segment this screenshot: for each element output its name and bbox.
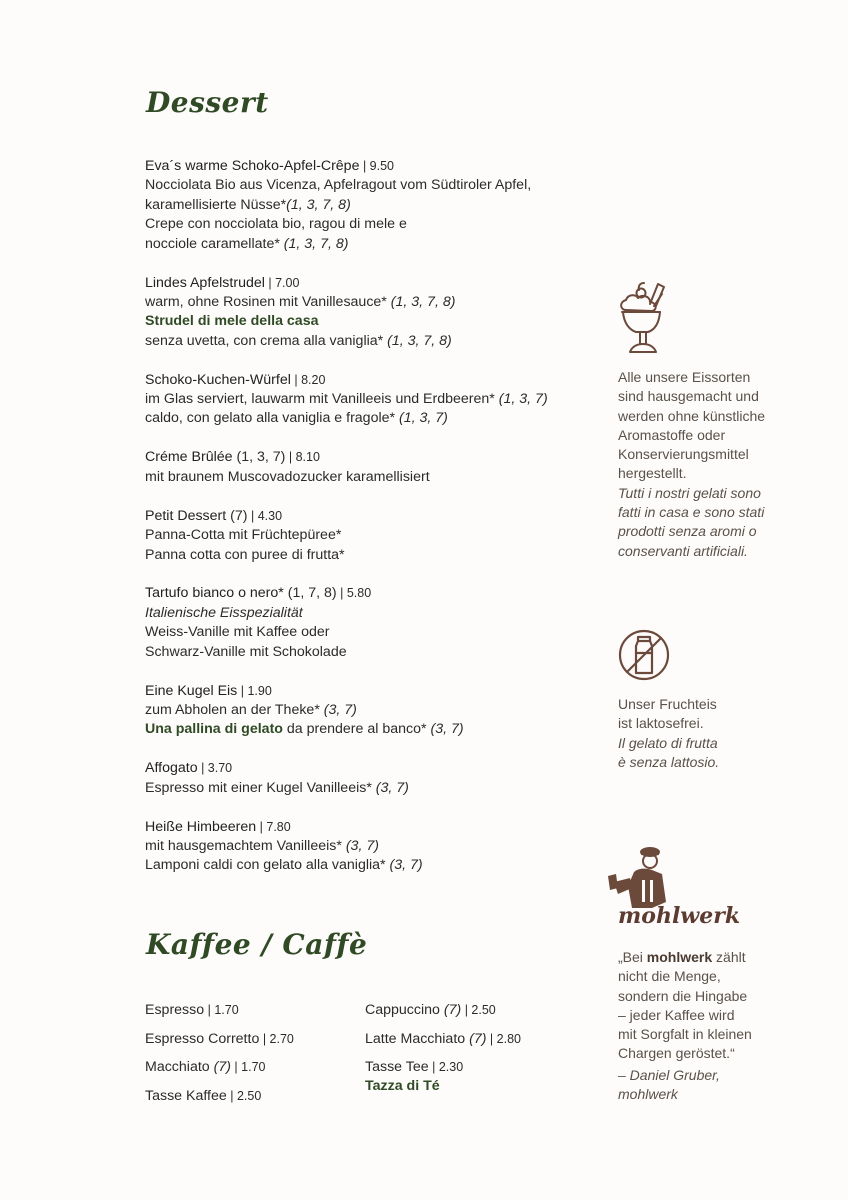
item-allergens: (1, 7, 8) [283, 585, 337, 602]
item-desc: im Glas serviert, lauwarm mit Vanilleeis und Erdbeeren* (1, 3, 7) [145, 391, 548, 408]
item-name: Eva´s warme Schoko-Apfel-Crêpe [145, 158, 360, 174]
item-price: | 8.20 [290, 372, 326, 387]
dessert-item [145, 274, 585, 352]
ice-cream-sundae-icon [614, 280, 670, 356]
item-name: Tartufo bianco o nero* [145, 585, 284, 602]
item-price: | 4.30 [247, 508, 283, 523]
item-desc: Lamponi caldi con gelato alla vaniglia* (3, 7) [145, 857, 423, 874]
dessert-item [145, 682, 585, 740]
coffee-item: Espresso Corretto | 2.70 [145, 1031, 294, 1047]
item-desc: karamellisierte Nüsse*(1, 3, 7, 8) [145, 196, 351, 213]
item-allergens: (7) [226, 507, 248, 524]
coffee-item: Tasse Kaffee | 2.50 [145, 1088, 262, 1104]
item-italian-name: Strudel di mele della casa [145, 313, 319, 330]
item-name-tail: t [222, 507, 227, 524]
item-desc: mit hausgemachtem Vanilleeis* (3, 7) [145, 837, 379, 854]
item-allergens: (1, 3, 7) [232, 449, 286, 466]
item-name: Petit Desser [145, 507, 223, 524]
coffee-item: Latte Macchiato (7) | 2.80 [365, 1031, 521, 1047]
item-desc: warm, ohne Rosinen mit Vanillesauce* (1, 3, 7, 8) [145, 293, 456, 310]
dessert-item [145, 371, 585, 429]
item-name: Lindes Apfelstrudel [145, 274, 265, 291]
item-price: | 7.00 [264, 275, 300, 290]
coffee-item: Espresso | 1.70 [145, 1002, 239, 1018]
coffee-item-italian: Tazza di Té [365, 1078, 440, 1094]
item-desc: senza uvetta, con crema alla vaniglia* (1, 3, 7, 8) [145, 332, 452, 349]
item-price: | 7.80 [256, 819, 291, 834]
dessert-item [145, 584, 585, 662]
mohlwerk-quote: „Bei mohlwerk zählt nicht die Menge, sondern die Hingabe – jeder Kaffee wird mit Sorgfalt in kleinen Chargen geröstet.“ – Daniel Gruber, mohlwerk [618, 949, 752, 1103]
item-name: Créme Brûlée [145, 449, 233, 466]
dessert-item [145, 157, 585, 254]
item-desc: Nocciolata Bio aus Vicenza, Apfelragout vom Südtiroler Apfel, [145, 177, 532, 194]
item-desc: mit braunem Muscovadozucker karamellisiert [145, 468, 430, 485]
item-desc: Weiss-Vanille mit Kaffee oder [145, 624, 330, 641]
no-milk-icon [617, 628, 671, 682]
item-desc: nocciole caramellate* (1, 3, 7, 8) [145, 235, 349, 252]
mohlwerk-wordmark: mohlwerk [618, 903, 741, 929]
coffee-item: Macchiato (7) | 1.70 [145, 1059, 266, 1075]
coffee-item: Cappuccino (7) | 2.50 [365, 1002, 496, 1018]
dessert-item [145, 759, 585, 798]
dessert-title: Dessert [146, 86, 269, 119]
item-desc: Una pallina di gelato da prendere al banco* (3, 7) [145, 721, 464, 738]
item-price: | 1.90 [237, 683, 272, 698]
item-desc: zum Abholen an der Theke* (3, 7) [145, 701, 357, 718]
item-price: | 3.70 [197, 761, 233, 776]
item-desc: Panna cotta con puree di frutta* [145, 546, 345, 563]
dessert-list [145, 157, 585, 895]
item-price: | 5.80 [336, 586, 372, 601]
coffee-item: Tasse Tee | 2.30 [365, 1059, 464, 1075]
item-name: Heiße Himbeeren [145, 818, 257, 835]
item-desc: caldo, con gelato alla vaniglia e fragole* (1, 3, 7) [145, 410, 448, 427]
eis-note: Alle unsere Eissorten sind hausgemacht und werden ohne künstliche Aromastoffe oder Konservierungsmittel hergestellt. Tutti i nostri gelati sono fatti in casa e sono stati prodotti senza aromi o conservanti artificiali. [618, 369, 766, 559]
item-name: Eine Kugel Eis [145, 682, 238, 699]
item-price: | 9.50 [359, 159, 394, 173]
item-desc: Crepe con nocciolata bio, ragou di mele e [145, 216, 407, 233]
dessert-item [145, 507, 585, 565]
fruchteis-note: Unser Fruchteis ist laktosefrei. Il gelato di frutta è senza lattosio. [618, 696, 720, 770]
item-price: | 8.10 [285, 450, 320, 465]
item-name: Affogato [145, 760, 198, 777]
item-name: Schoko-Kuchen-Würfel [145, 371, 291, 388]
dessert-item [145, 818, 585, 876]
item-desc: Panna-Cotta mit Früchtepüree* [145, 527, 342, 544]
item-desc: Italienische Eisspezialität [145, 604, 303, 621]
item-desc: Espresso mit einer Kugel Vanilleeis* (3, 7) [145, 779, 409, 796]
item-desc: Schwarz-Vanille mit Schokolade [145, 643, 347, 660]
dessert-item [145, 448, 585, 487]
kaffee-title: Kaffee / Caffè [146, 928, 368, 961]
